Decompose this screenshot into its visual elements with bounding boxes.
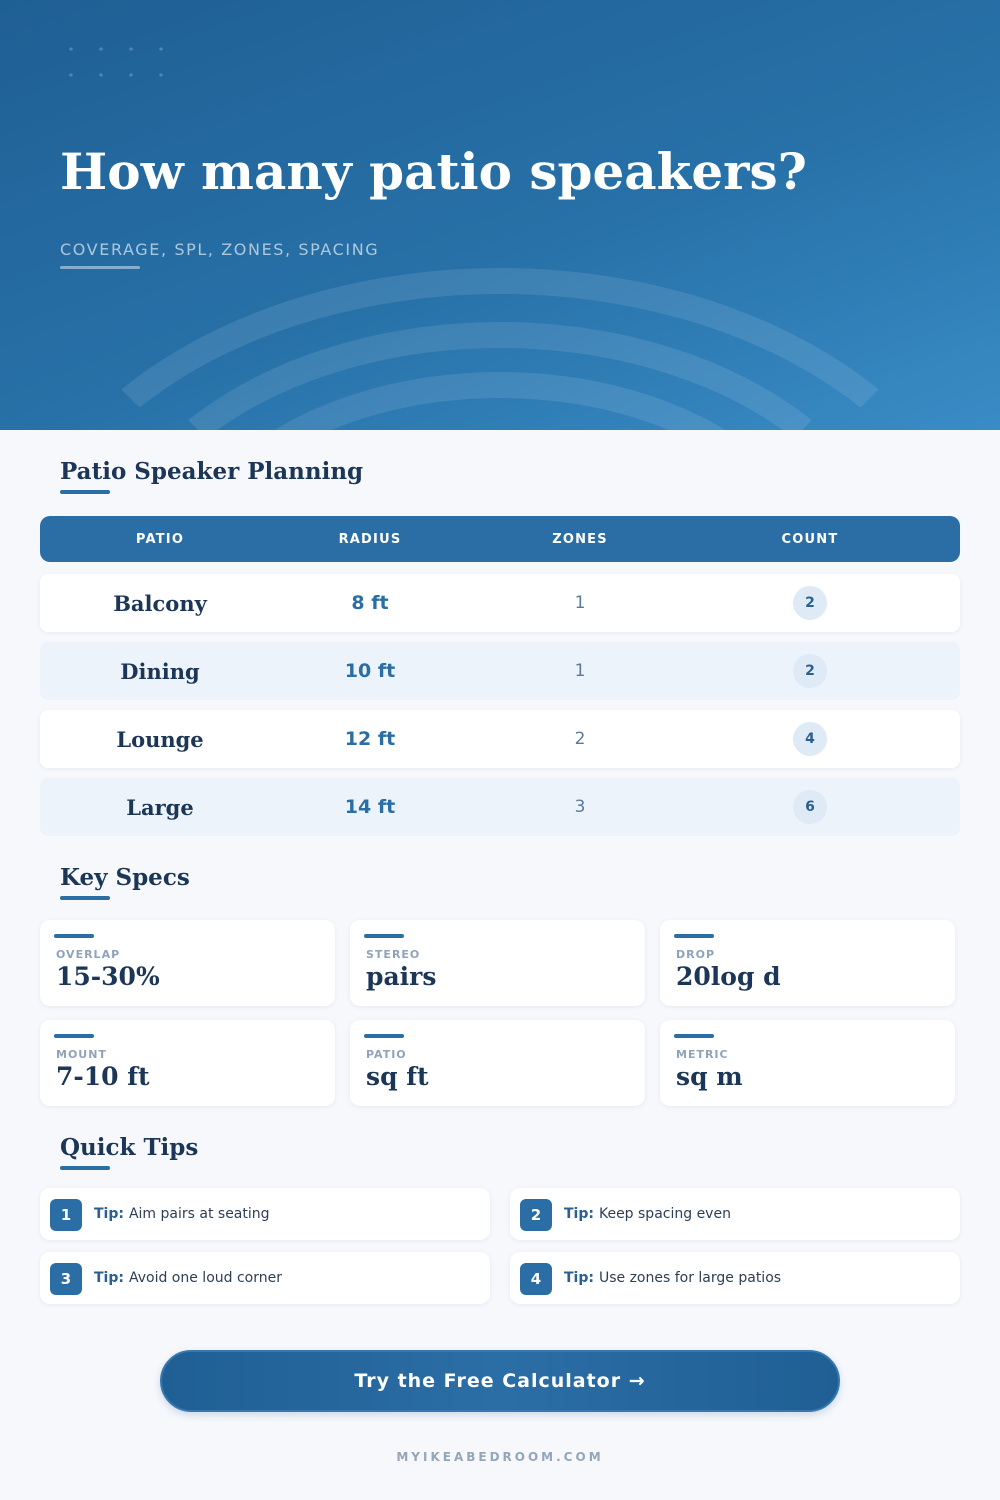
table-row bbox=[40, 642, 960, 700]
count-badge: 4 bbox=[793, 722, 827, 756]
tip-content bbox=[94, 1252, 282, 1304]
specs-section-title: Key Specs bbox=[60, 864, 190, 891]
count-badge: 2 bbox=[793, 654, 827, 688]
subtitle-underline bbox=[60, 266, 140, 269]
card-accent-bar bbox=[364, 1034, 404, 1038]
tip-text: Keep spacing even bbox=[598, 1206, 731, 1222]
tip-label: Tip: bbox=[564, 1270, 594, 1286]
patio-cell: Dining bbox=[120, 658, 200, 684]
tip-text: Aim pairs at seating bbox=[128, 1206, 270, 1222]
tip-text: Avoid one loud corner bbox=[128, 1270, 282, 1286]
tips-section-title: Quick Tips bbox=[60, 1134, 199, 1161]
zones-cell: 1 bbox=[574, 661, 586, 681]
tip-number: 4 bbox=[520, 1263, 552, 1295]
card-accent-bar bbox=[674, 1034, 714, 1038]
tip-label: Tip: bbox=[564, 1206, 594, 1222]
column-header-count: COUNT bbox=[781, 531, 839, 547]
tip-item-2 bbox=[510, 1188, 960, 1240]
free-calculator-button[interactable]: Try the Free Calculator → bbox=[160, 1350, 840, 1412]
dot-pattern-decoration bbox=[56, 36, 166, 96]
patio-cell: Balcony bbox=[113, 590, 207, 616]
column-header-radius: RADIUS bbox=[338, 531, 402, 547]
tip-item-3 bbox=[40, 1252, 490, 1304]
hero-banner bbox=[0, 0, 1000, 430]
tip-item-4 bbox=[510, 1252, 960, 1304]
spec-label: MOUNT bbox=[56, 1048, 107, 1061]
tip-content bbox=[564, 1188, 731, 1240]
spec-card-metric bbox=[660, 1020, 955, 1106]
spec-value: sq ft bbox=[366, 1062, 429, 1091]
spec-value: sq m bbox=[676, 1062, 743, 1091]
count-cell bbox=[700, 574, 920, 632]
zones-cell: 1 bbox=[574, 593, 586, 613]
column-header-patio: PATIO bbox=[135, 531, 185, 547]
spec-value: pairs bbox=[366, 962, 437, 991]
spec-card-stereo bbox=[350, 920, 645, 1006]
page-subtitle: COVERAGE, SPL, ZONES, SPACING bbox=[60, 240, 380, 259]
radius-cell: 12 ft bbox=[344, 728, 396, 750]
card-accent-bar bbox=[674, 934, 714, 938]
table-row bbox=[40, 778, 960, 836]
radius-cell: 14 ft bbox=[344, 796, 396, 818]
patio-cell: Lounge bbox=[116, 726, 204, 752]
footer-site-name: MYIKEABEDROOM.COM bbox=[396, 1450, 604, 1464]
spec-label: PATIO bbox=[366, 1048, 407, 1061]
spec-label: METRIC bbox=[676, 1048, 729, 1061]
tip-number: 2 bbox=[520, 1199, 552, 1231]
tip-number: 3 bbox=[50, 1263, 82, 1295]
spec-value: 20log d bbox=[676, 962, 781, 991]
card-accent-bar bbox=[54, 934, 94, 938]
patio-cell: Large bbox=[126, 794, 194, 820]
planning-section-title: Patio Speaker Planning bbox=[60, 458, 364, 485]
radius-cell: 10 ft bbox=[344, 660, 396, 682]
spec-label: DROP bbox=[676, 948, 716, 961]
count-cell bbox=[700, 642, 920, 700]
spec-card-overlap bbox=[40, 920, 335, 1006]
spec-label: OVERLAP bbox=[56, 948, 121, 961]
count-cell bbox=[700, 710, 920, 768]
tip-label: Tip: bbox=[94, 1206, 124, 1222]
card-accent-bar bbox=[54, 1034, 94, 1038]
section-underline bbox=[60, 490, 110, 494]
table-row bbox=[40, 574, 960, 632]
spec-card-drop bbox=[660, 920, 955, 1006]
tip-label: Tip: bbox=[94, 1270, 124, 1286]
zones-cell: 3 bbox=[574, 797, 586, 817]
spec-label: STEREO bbox=[366, 948, 421, 961]
tip-content bbox=[564, 1252, 781, 1304]
table-row bbox=[40, 710, 960, 768]
tip-content bbox=[94, 1188, 270, 1240]
tip-text: Use zones for large patios bbox=[598, 1270, 782, 1286]
zones-cell: 2 bbox=[574, 729, 586, 749]
column-header-zones: ZONES bbox=[552, 531, 608, 547]
tip-item-1 bbox=[40, 1188, 490, 1240]
radius-cell: 8 ft bbox=[351, 592, 389, 614]
section-underline bbox=[60, 1166, 110, 1170]
tip-number: 1 bbox=[50, 1199, 82, 1231]
page-title: How many patio speakers? bbox=[60, 142, 807, 201]
section-underline bbox=[60, 896, 110, 900]
card-accent-bar bbox=[364, 934, 404, 938]
count-badge: 2 bbox=[793, 586, 827, 620]
spec-value: 7-10 ft bbox=[56, 1062, 150, 1091]
table-header bbox=[40, 516, 960, 562]
spec-card-patio bbox=[350, 1020, 645, 1106]
spec-card-mount bbox=[40, 1020, 335, 1106]
count-badge: 6 bbox=[793, 790, 827, 824]
spec-value: 15-30% bbox=[56, 962, 160, 991]
count-cell bbox=[700, 778, 920, 836]
